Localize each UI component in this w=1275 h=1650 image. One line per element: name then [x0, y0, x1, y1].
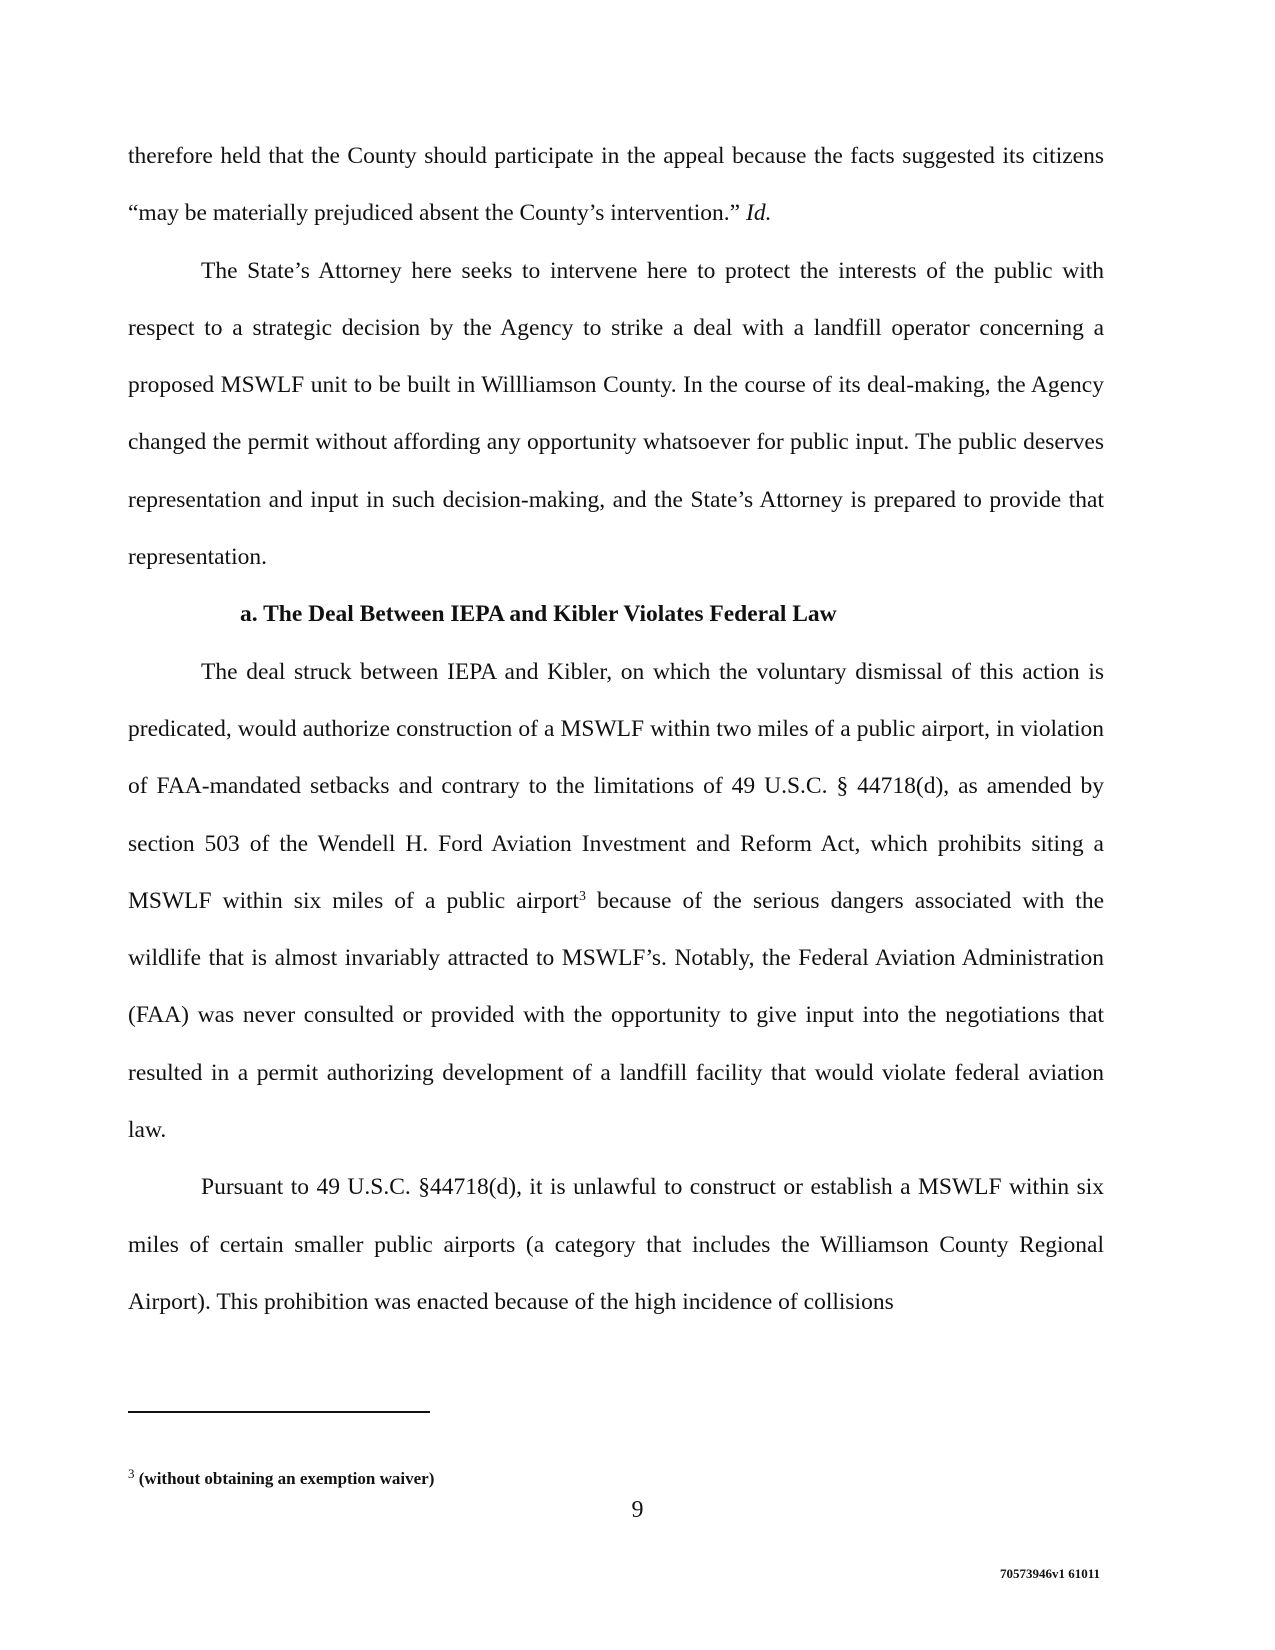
footnote-divider: [128, 1411, 430, 1413]
paragraph-3: [128, 644, 1104, 1160]
paragraph-2: The State’s Attorney here seeks to intervene here to protect the interests of the public with respect to a strategic decision by the Agency to strike a deal with a landfill operator concerning a proposed MSWLF unit to be built in Willliamson County. In the course of its deal-making, the Agency changed the permit without affording any opportunity whatsoever for public input. The public deserves representation and input in such decision-making, and the State’s Attorney is prepared to provide that representation.: [128, 257, 1104, 571]
paragraph-3-text-a: The deal struck between IEPA and Kibler, on which the voluntary dismissal of this action is predicated, would authorize construction of a MSWLF within two miles of a public airport, in violation of FAA-mandated setbacks and contrary to the limitations of 49 U.S.C. § 44718(d), as amended by section 503 of the Wendell H. Ford Aviation Investment and Reform Act, which prohibits siting a MSWLF within six miles of a public airport: [128, 658, 1104, 914]
citation-id: Id.: [746, 200, 772, 227]
section-heading: a. The Deal Between IEPA and Kibler Violates Federal Law: [240, 601, 837, 628]
footnote-reference[interactable]: 3: [578, 888, 586, 904]
footnote-marker: 3: [128, 1466, 135, 1481]
paragraph-4: Pursuant to 49 U.S.C. §44718(d), it is unlawful to construct or establish a MSWLF within six miles of certain smaller public airports (a category that includes the Williamson County Regional Airport). This prohibition was enacted because of the high incidence of collisions: [128, 1174, 1104, 1315]
paragraph-1-text: therefore held that the County should participate in the appeal because the facts suggested its citizens “may be materially prejudiced absent the County’s intervention.”: [128, 143, 1104, 227]
body-text: [128, 128, 1104, 1331]
footnote-text: (without obtaining an exemption waiver): [138, 1469, 435, 1488]
document-id: 70573946v1 61011: [999, 1566, 1100, 1581]
page-number: 9: [631, 1497, 644, 1523]
footnote: [128, 1466, 434, 1489]
paragraph-3-text-b: because of the serious dangers associated with the wildlife that is almost invariably attracted to MSWLF’s. Notably, the Federal Aviation Administration (FAA) was never consulted or provided with the opportunity to give input into the negotiations that resulted in a permit authorizing development of a landfill facility that would violate federal aviation law.: [128, 887, 1104, 1144]
paragraph-1: [128, 128, 1104, 243]
